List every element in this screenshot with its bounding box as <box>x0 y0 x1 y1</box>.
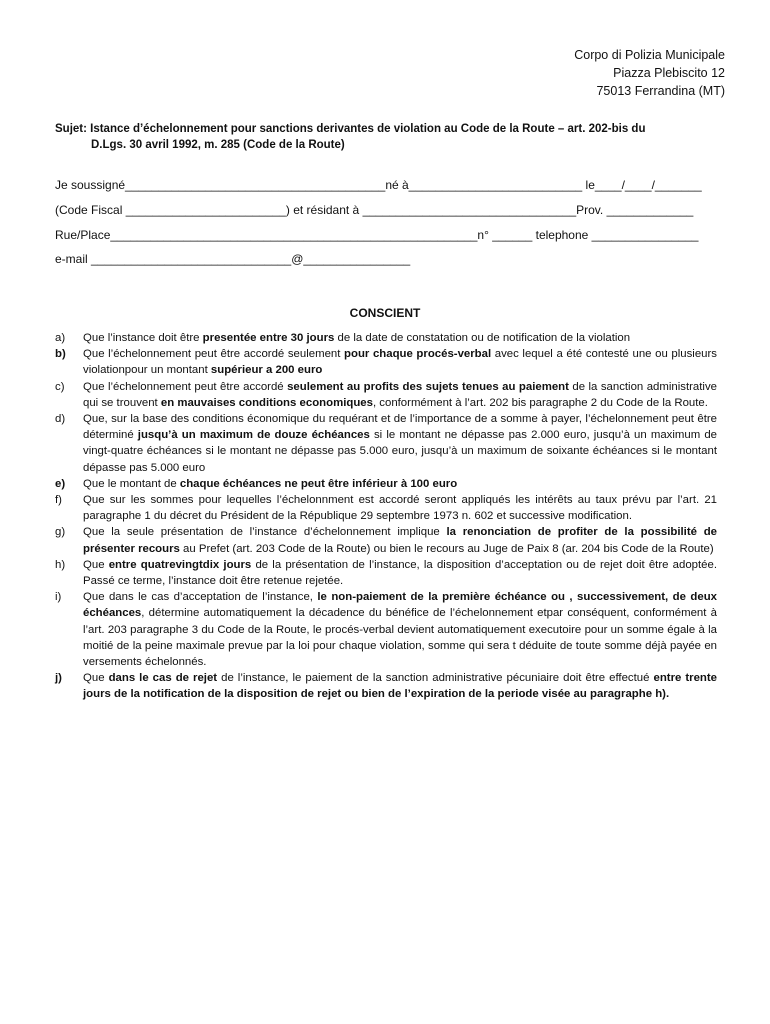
text: Que la seule présentation de l’instance d’échelonnement implique <box>83 526 447 539</box>
list-marker: c) <box>55 380 65 393</box>
conditions-list <box>55 330 717 703</box>
text: au Prefet (art. 203 Code de la Route) ou bien le recours au Juge de Paix 8 (ar. 204 bis Code de la Route) <box>179 542 714 555</box>
list-marker: b) <box>55 348 66 361</box>
address-line: Corpo di Polizia Municipale <box>574 48 725 62</box>
bold-text: seulement au profits des sujets tenues au paiement <box>287 380 569 393</box>
list-item <box>55 379 717 411</box>
bold-text: entre quatrevingtdix jours <box>108 558 252 571</box>
list-marker: i) <box>55 591 62 604</box>
field-email[interactable]: e-mail ______________________________@________________ <box>55 252 411 266</box>
list-item <box>55 411 717 476</box>
text: de la date de constatation ou de notification de la violation <box>334 332 631 344</box>
list-marker: e) <box>55 477 66 490</box>
text: si le montant ne dépasse pas 2.000 euro, jusqu’à un maximum de vingt-quatre échéances si le montant ne dépasse pas 5.000 euro, jusqu’à un maximum de soixante échéances si le montant dépasse pas 5.000 euro <box>83 429 717 474</box>
text: , conformément à l’art. 202 bis paragraphe 2 du Code de la Route. <box>372 396 708 409</box>
list-item <box>55 557 717 589</box>
bold-text: chaque échéances ne peut être inférieur à 100 euro <box>179 477 458 490</box>
list-item <box>55 330 717 346</box>
list-item <box>55 524 717 556</box>
text: Que, sur la base des conditions économique du requérant et de l’importance de a somme à payer, l’échelonnement peut être déterminé <box>83 413 717 442</box>
text: de la présentation de l’instance, la disposition d’acceptation ou de rejet doit être adoptée. Passé ce terme, l’instance doit être retenue rejetée. <box>83 558 717 588</box>
list-item <box>55 670 717 702</box>
text: , détermine automatiquement la décadence du bénéfice de l’échelonnement etpar conséquent, conformément à l’art. 203 paragraphe 3 du Code de la Route, le procés-verbal devient automatiquement executoire pour un somme égale à la moitié de la peine maximale prevue par la loi pour chaque violation, somme qui sera t déduite de toute somme déjà payée en versements échelonnés. <box>83 607 717 669</box>
bold-text: dans le cas de rejet <box>108 672 218 685</box>
text: Que l’échelonnement peut être accordé <box>83 380 288 393</box>
text: Que <box>83 558 109 571</box>
list-item <box>55 476 717 492</box>
bold-text: la renonciation de profiter de la possibilité de présenter recours <box>83 526 717 555</box>
text: de l’instance, le paiement de la sanction administrative pécuniaire doit être effectué <box>217 672 654 685</box>
text: de la sanction administrative qui se trouvent <box>83 380 717 409</box>
bold-text: pour chaque procés-verbal <box>344 348 492 361</box>
address-line: Piazza Plebiscito 12 <box>613 66 725 80</box>
field-street-phone[interactable]: Rue/Place_______________________________________________________n° ______ telephone ________________ <box>55 228 699 242</box>
list-item <box>55 589 717 670</box>
text: Que l’instance doit être <box>83 332 203 344</box>
list-marker: j) <box>55 672 62 685</box>
list-marker: g) <box>55 526 66 539</box>
bold-text: en mauvaises conditions economiques <box>160 396 373 409</box>
recipient-address <box>574 46 725 100</box>
list-marker: a) <box>55 332 66 344</box>
list-marker: h) <box>55 558 66 571</box>
subject <box>55 121 725 153</box>
section-heading: CONSCIENT <box>349 306 421 320</box>
text: Que le montant de <box>83 477 180 490</box>
list-item <box>55 492 717 524</box>
text: Que dans le cas d’acceptation de l’instance, <box>83 591 318 604</box>
bold-text: presentée entre 30 jours <box>202 332 335 344</box>
text: Que l’échelonnement peut être accordé seulement <box>83 348 345 361</box>
list-marker: f) <box>55 494 62 507</box>
list-item <box>55 346 717 378</box>
field-name-birth[interactable]: Je soussigné_______________________________________né à__________________________ le____/____/_______ <box>55 178 702 192</box>
list-marker: d) <box>55 413 66 426</box>
text: Que <box>83 672 109 685</box>
bold-text: jusqu’à un maximum de douze échéances <box>137 429 370 442</box>
text: Que sur les sommes pour lequelles l’échelonnment est accordé seront appliqués les intérêts au taux prévu par l’art. 21 paragraphe 1 du décret du Président de la République 29 septembre 1973 n. 602 et successive modification. <box>83 494 717 523</box>
subject-line-2: D.Lgs. 30 avril 1992, m. 285 (Code de la Route) <box>91 139 345 151</box>
address-line: 75013 Ferrandina (MT) <box>596 84 725 98</box>
bold-text: le non-paiement de la première échéance ou , successivement, de deux échéances <box>83 591 717 620</box>
subject-line-1: Sujet: Istance d’échelonnement pour sanctions derivantes de violation au Code de la Route – art. 202-bis du <box>55 123 646 135</box>
bold-text: supérieur a 200 euro <box>210 364 323 377</box>
bold-text: entre trente jours de la notification de la disposition de rejet ou bien de l’expiration de la periode visée au paragraphe h). <box>83 672 718 701</box>
text: avec lequel a été contesté une ou plusieurs violationpour un montant <box>83 348 717 377</box>
field-fiscal-residence[interactable]: (Code Fiscal ________________________) et résidant à ________________________________Prov. _____________ <box>55 203 694 217</box>
